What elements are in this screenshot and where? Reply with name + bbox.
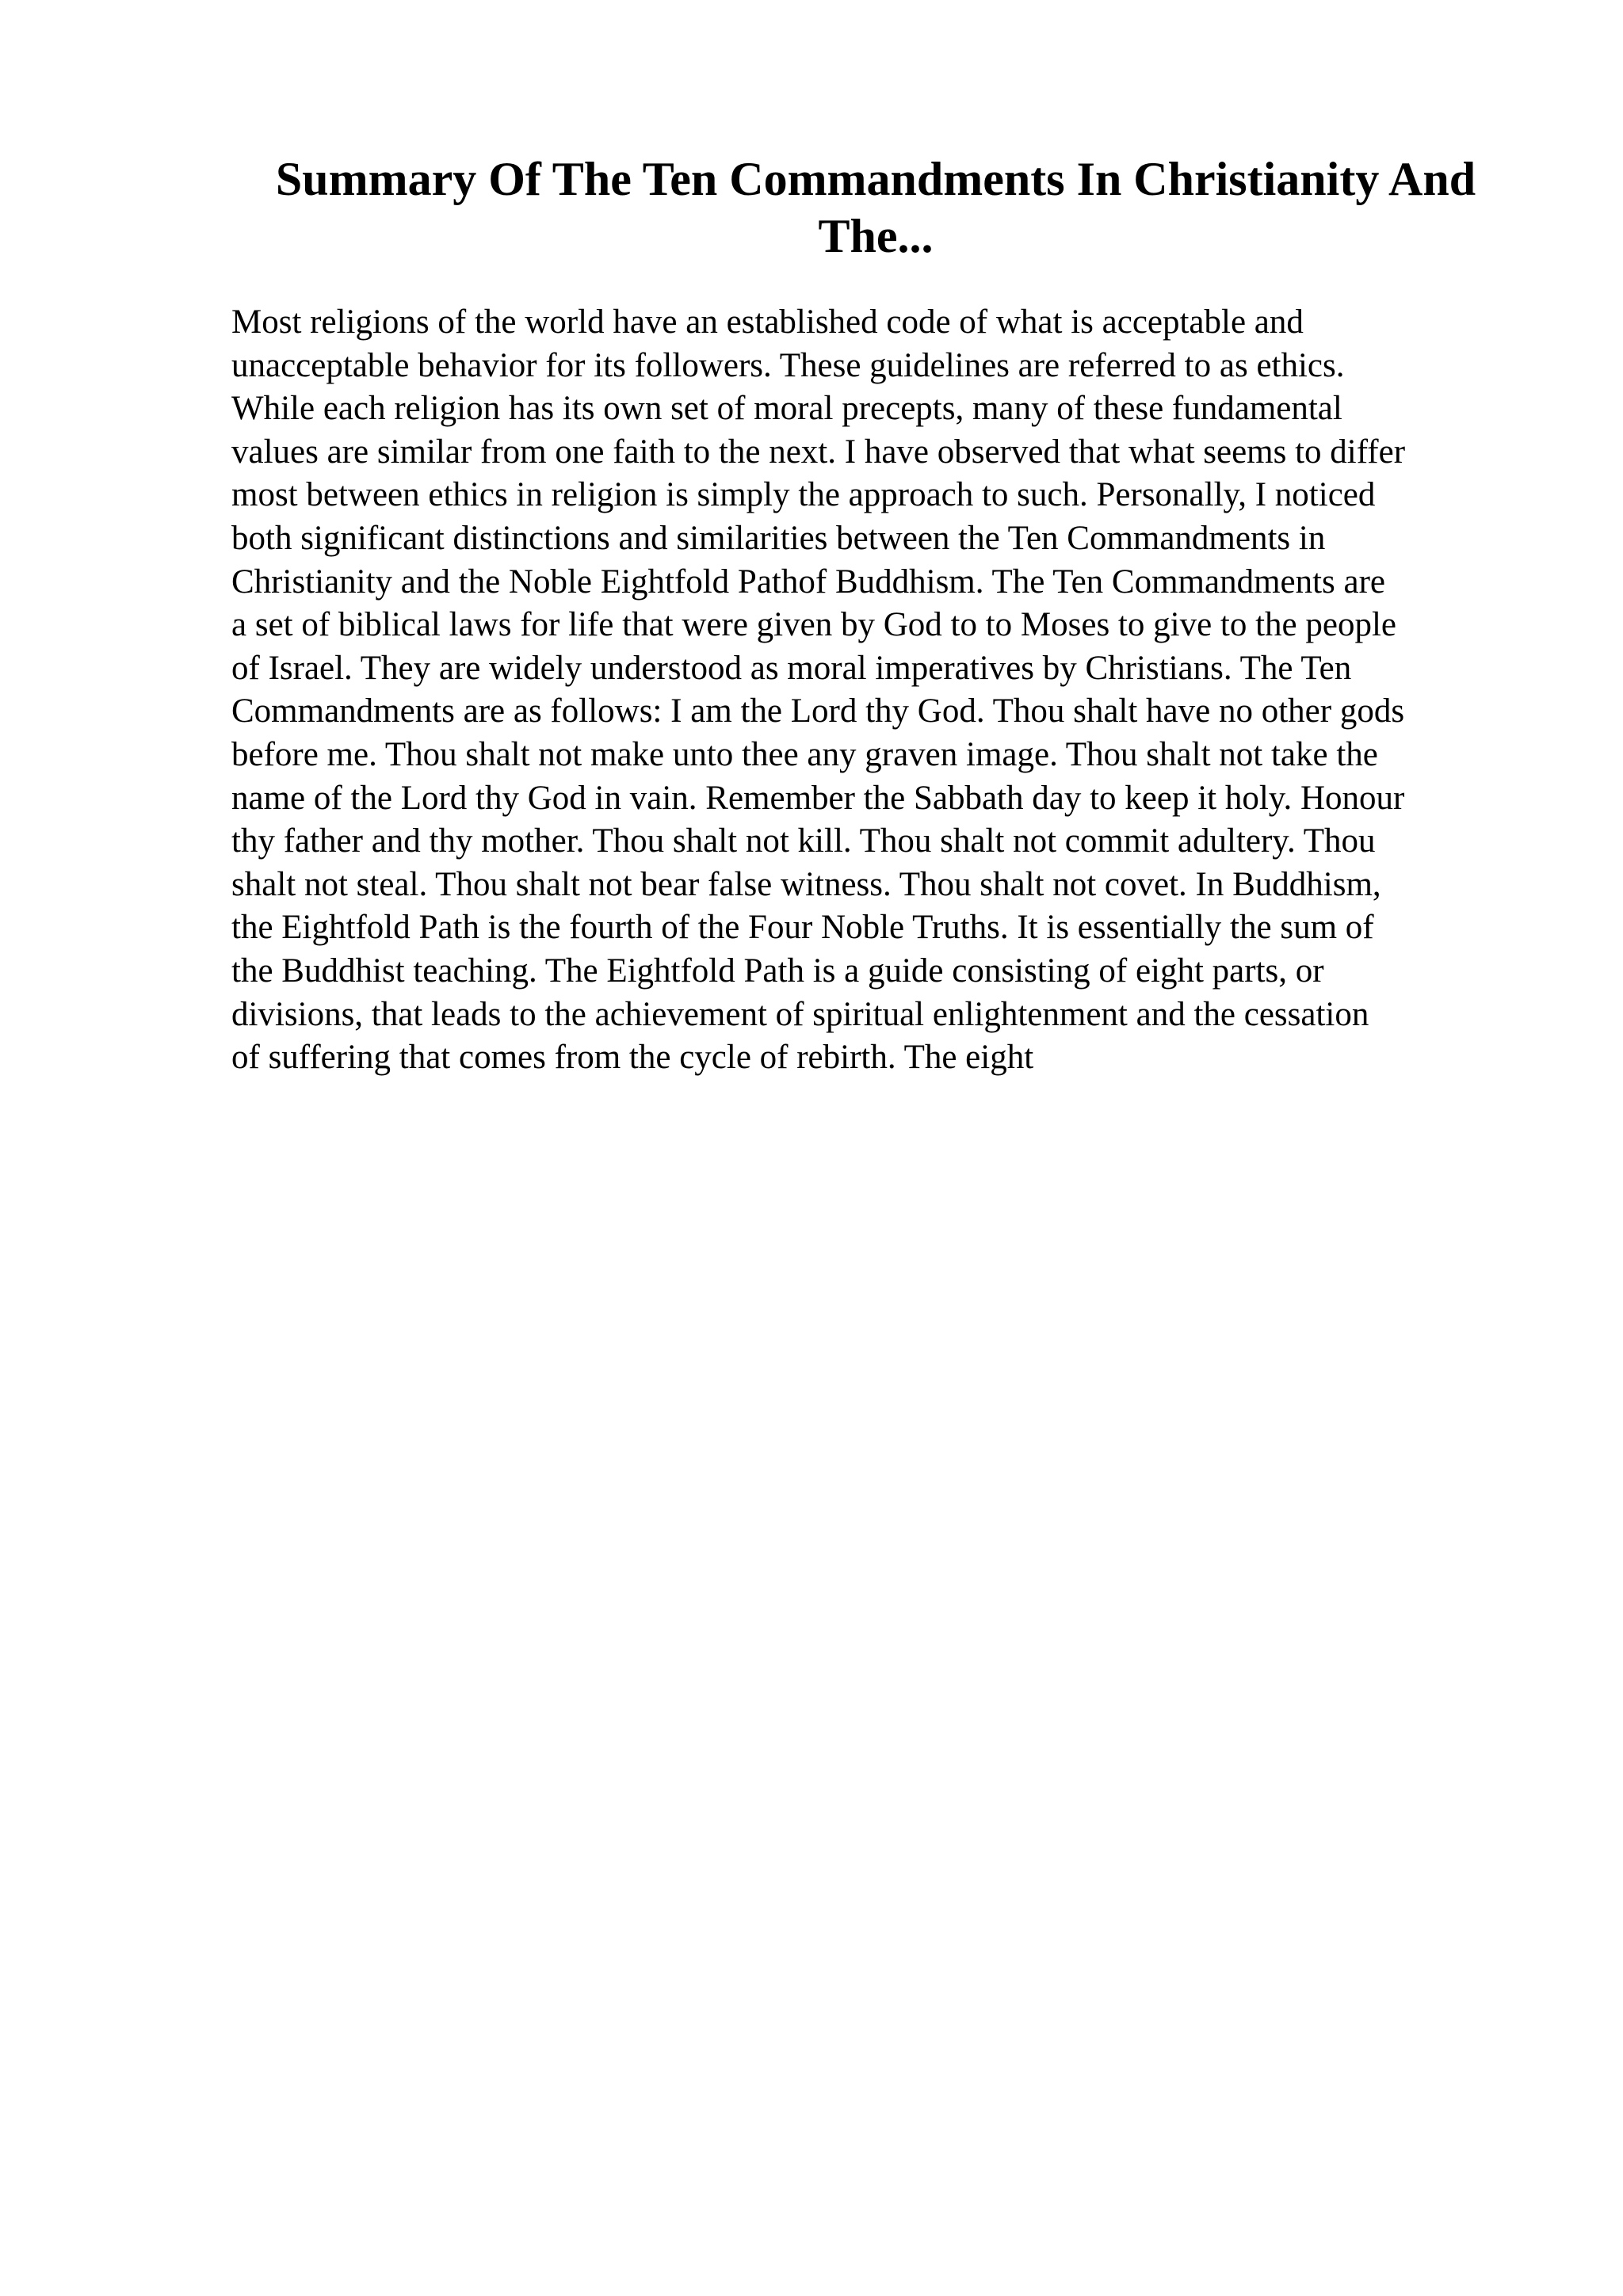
body-line: divisions, that leads to the achievement of spiritual enlightenment and the cessation [231,995,1369,1033]
body-line: Most religions of the world have an established code of what is acceptable and [231,303,1304,341]
body-line: of suffering that comes from the cycle of rebirth. The eight [231,1039,1034,1077]
title-line: Summary Of The Ten Commandments In Christianity And [275,153,1476,205]
body-text [231,301,1515,1080]
body-line: a set of biblical laws for life that were given by God to to Moses to give to the people [231,606,1396,644]
body-line: the Buddhist teaching. The Eightfold Path is a guide consisting of eight parts, or [231,952,1324,990]
body-line: unacceptable behavior for its followers. These guidelines are referred to as ethics. [231,346,1345,384]
page-title [230,151,1522,265]
body-line: shalt not steal. Thou shalt not bear false witness. Thou shalt not covet. In Buddhism, [231,865,1381,903]
body-line: While each religion has its own set of moral precepts, many of these fundamental [231,390,1342,428]
body-line: before me. Thou shalt not make unto thee any graven image. Thou shalt not take the [231,735,1378,773]
body-line: most between ethics in religion is simply the approach to such. Personally, I noticed [231,476,1376,514]
body-line: thy father and thy mother. Thou shalt not kill. Thou shalt not commit adultery. Thou [231,822,1376,860]
body-line: values are similar from one faith to the next. I have observed that what seems to differ [231,433,1406,471]
body-line: name of the Lord thy God in vain. Remember the Sabbath day to keep it holy. Honour [231,779,1405,817]
title-line: The... [818,210,934,262]
body-line: Commandments are as follows: I am the Lord thy God. Thou shalt have no other gods [231,692,1405,730]
body-line: of Israel. They are widely understood as moral imperatives by Christians. The Ten [231,649,1352,687]
body-line: the Eightfold Path is the fourth of the Four Noble Truths. It is essentially the sum of [231,909,1374,947]
body-line: both significant distinctions and similarities between the Ten Commandments in [231,519,1326,557]
body-line: Christianity and the Noble Eightfold Pathof Buddhism. The Ten Commandments are [231,563,1386,601]
